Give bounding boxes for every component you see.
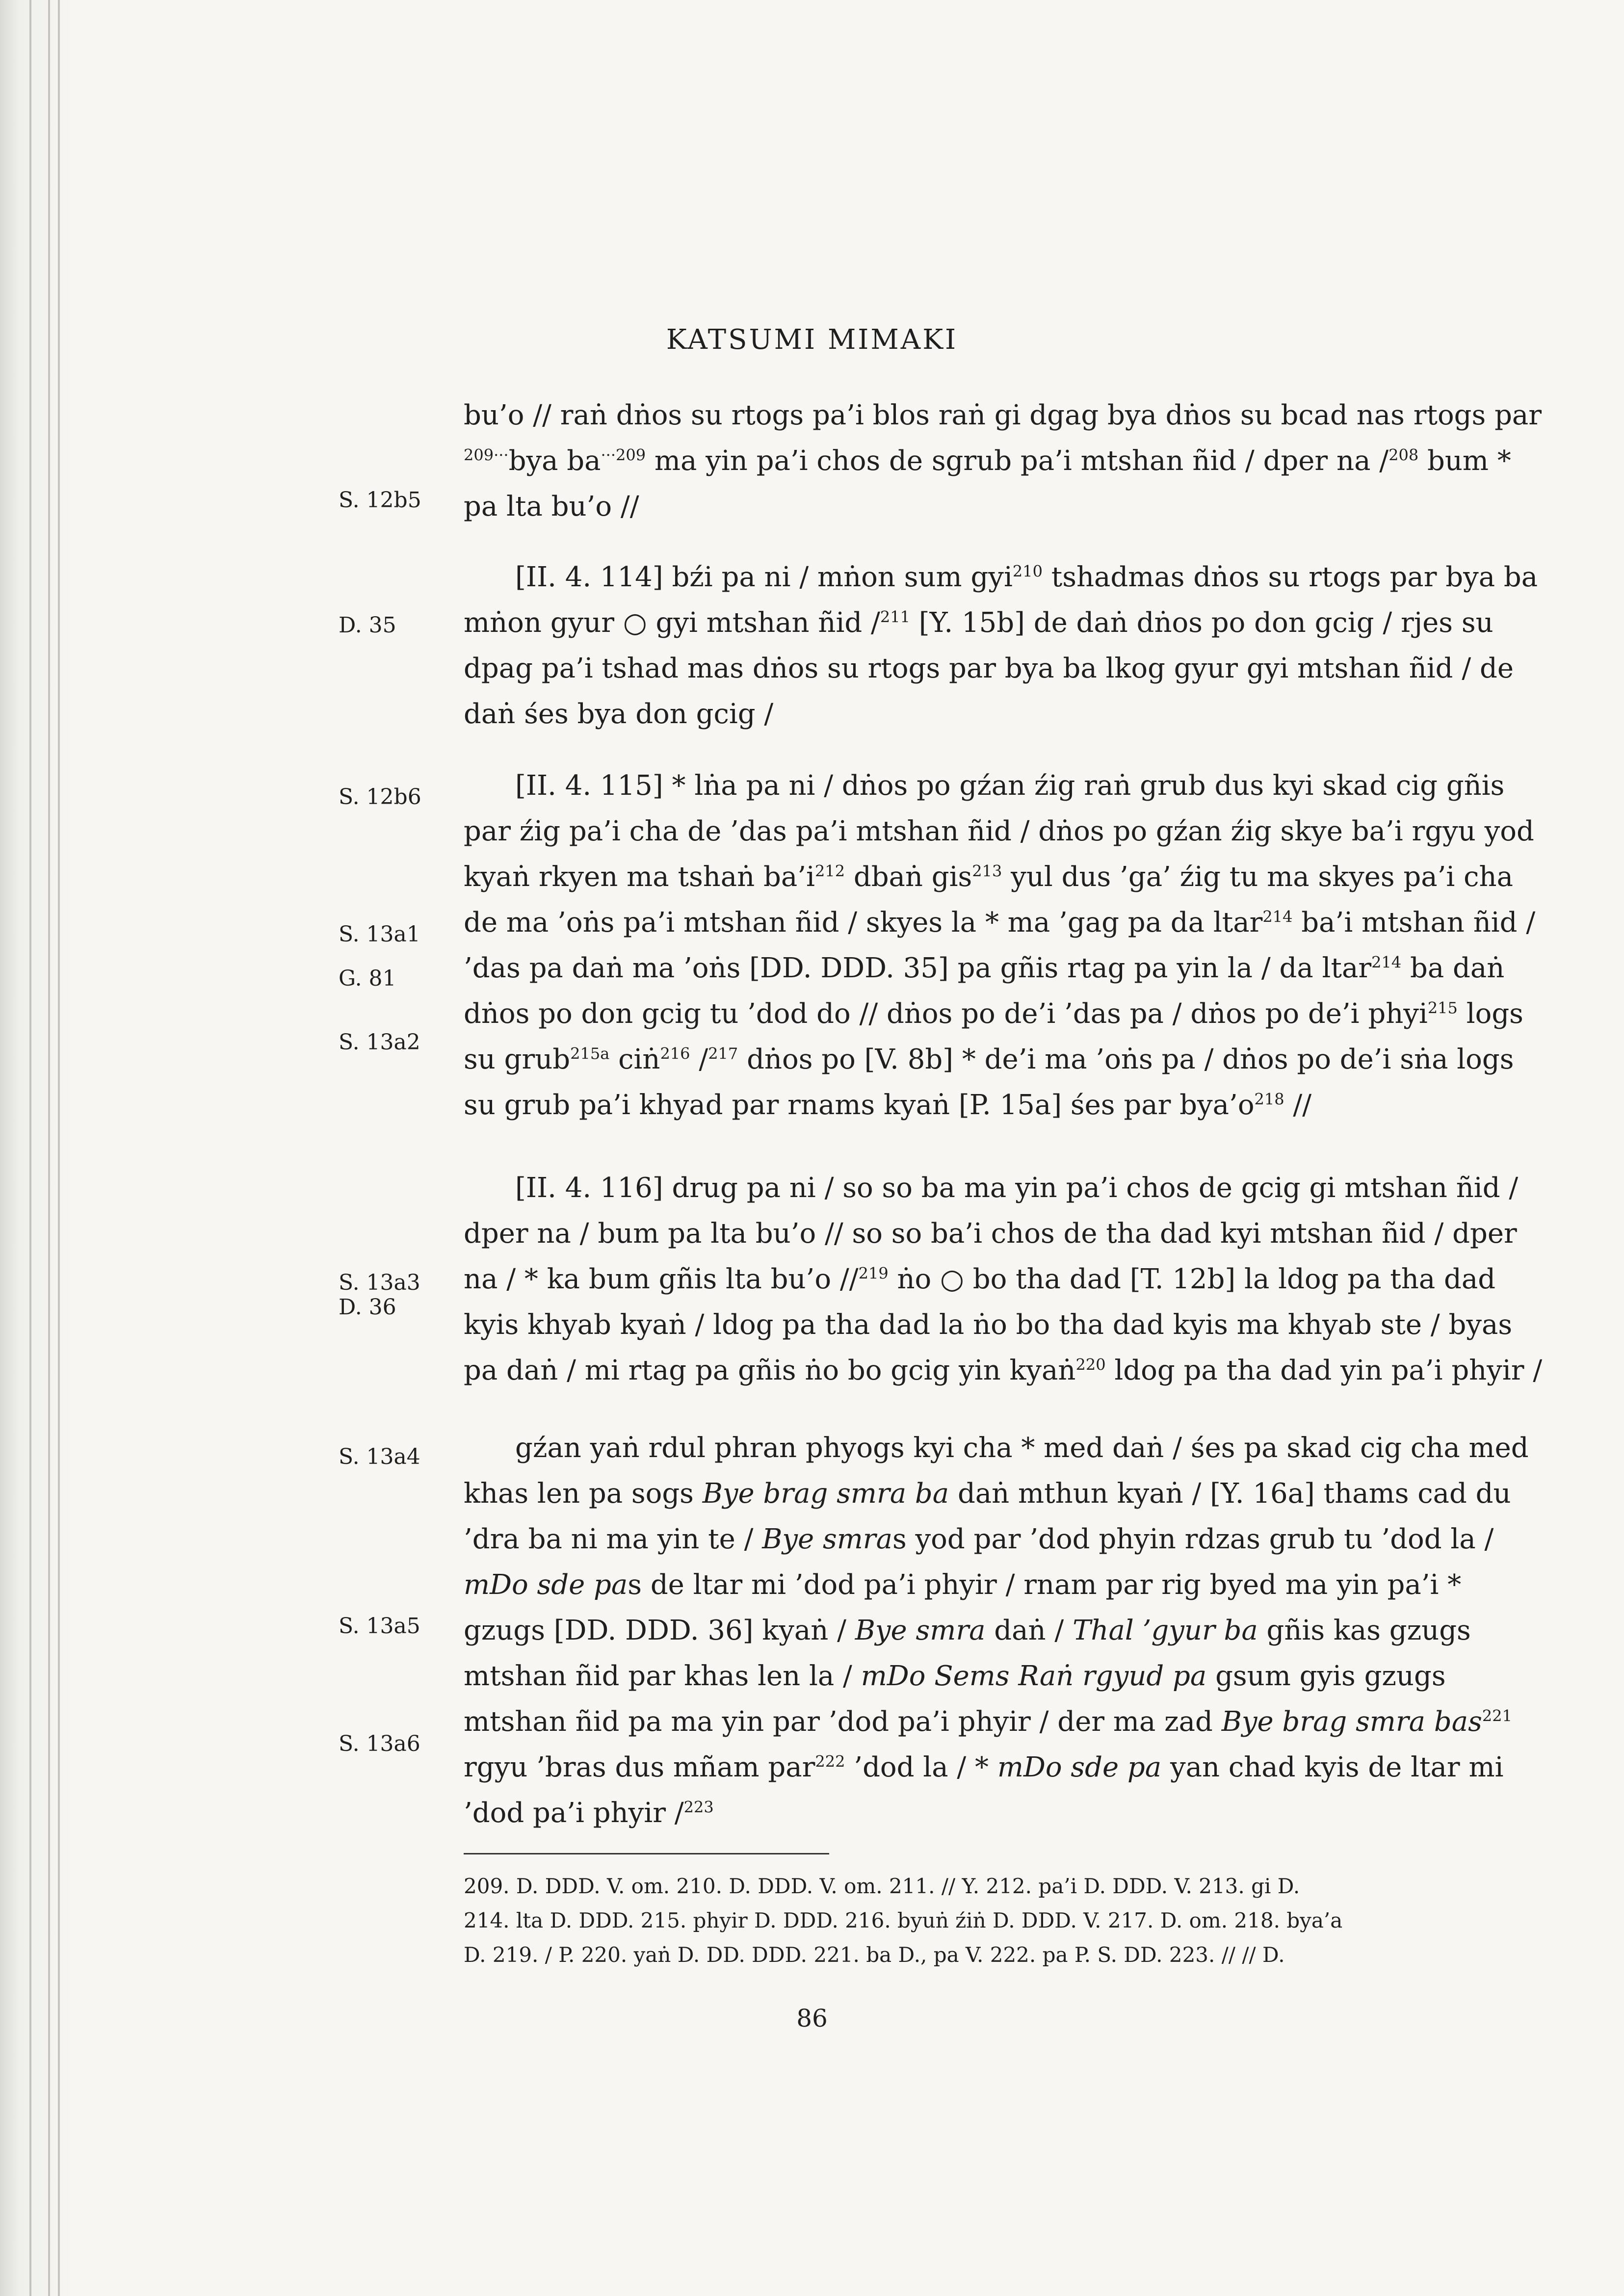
paragraph-II-4-116: [II. 4. 116] drug pa ni / so so ba ma yin pa’i chos de gcig gi mtshan ñid / dper na / bum pa lta bu’o // so so ba’i chos de tha dad kyi mtshan ñid / dper na / * ka bum gñis lta bu’o //$^{219}$ ṅo ○ bo tha dad [T. 12b] la ldog pa tha dad kyis khyab kyaṅ / ldog pa tha dad la ṅo bo tha dad kyis ma khyab ste / byas pa daṅ / mi rtag pa gñis ṅo bo gcig yin kyaṅ$^{220}$ ldog pa tha dad yin pa’i phyir / (464, 1172, 1543, 1386)
margin-ref: S. 13a3 (339, 1270, 420, 1295)
paragraph-II-4-114: [II. 4. 114] bźi pa ni / mṅon sum gyi$^{210}$ tshadmas dṅos su rtogs par bya ba mṅon gyur ○ gyi mtshan ñid /$^{211}$ [Y. 15b] de daṅ dṅos po don gcig / rjes su dpag pa’i tshad mas dṅos su rtogs par bya ba lkog gyur gyi mtshan ñid / de daṅ śes bya don gcig / (464, 561, 1538, 730)
running-header: KATSUMI MIMAKI (666, 324, 958, 356)
paragraph-II-4-115: [II. 4. 115] * lṅa pa ni / dṅos po gźan źig raṅ grub dus kyi skad cig gñis par źig pa’i cha de ’das pa’i mtshan ñid / dṅos po gźan źig skye ba’i rgyu yod kyaṅ rkyen ma tshaṅ $ba’i^{212}$ dbaṅ gis$^{213}$ yul dus ’ga’ źig tu ma skyes pa’i cha de ma ’oṅs pa’i mtshan ñid / skyes la * ma ’gag pa da ltar$^{214}$ ba’i mtshan ñid / ’das pa daṅ ma ’oṅs [DD. DDD. 35] pa gñis rtag pa yin la / da ltar$^{214}$ ba daṅ dṅos po don gcig tu ’dod do // dṅos po de’i ’das pa / dṅos po de’i phyi$^{215}$ logs su grub$^{215a}$ ciṅ$^{216}$ /$^{217}$ dṅos po [V. 8b] * de’i ma ’oṅs pa / dṅos po de’i sṅa logs su grub pa’i khyad par rnams kyaṅ [P. 15a] śes par $bya’o^{218}$ // (464, 770, 1536, 1121)
margin-ref: S. 13a4 (339, 1444, 420, 1469)
margin-ref: S. 13a5 (339, 1614, 420, 1639)
margin-ref: S. 12b5 (339, 488, 421, 513)
margin-ref: D. 36 (339, 1295, 396, 1320)
margin-ref: G. 81 (339, 966, 396, 991)
page-number: 86 (796, 2004, 828, 2033)
footnote-rule (464, 1853, 829, 1854)
margin-ref: S. 13a6 (339, 1731, 420, 1756)
margin-ref: S. 13a1 (339, 922, 420, 947)
footnote-line: D. 219. / P. 220. yaṅ D. DD. DDD. 221. ba D., pa V. 222. pa P. S. DD. 223. // // D. (464, 1943, 1285, 1967)
footnote-line: 214. lta D. DDD. 215. phyir D. DDD. 216. byuṅ źiṅ D. DDD. V. 217. D. om. 218. bya’a (464, 1908, 1343, 1932)
margin-ref: D. 35 (339, 613, 396, 638)
paragraph-gzan-yan: gźan yaṅ rdul phran phyogs kyi cha * med daṅ / śes pa skad cig cha med khas len pa sogs Bye brag smra ba daṅ mthun kyaṅ / [Y. 16a] thams cad du ’dra ba ni ma yin te / Bye smras yod par ’dod phyin rdzas grub tu ’dod la / mDo sde pas de ltar mi ’dod pa’i phyir / rnam par rig byed ma yin pa’i * gzugs [DD. DDD. 36] kyaṅ / Bye smra daṅ / Thal ’gyur ba gñis kas gzugs mtshan ñid par khas len la / mDo Sems Raṅ rgyud pa gsum gyis gzugs mtshan ñid pa ma yin par ’dod pa’i phyir / der ma zad Bye brag smra bas$^{221}$ rgyu ’bras dus mñam par$^{222}$ ’dod la / * mDo sde pa yan chad kyis de ltar mi ’dod pa’i phyir /$^{223}$ (464, 1432, 1529, 1829)
paragraph-continuation: bu’o // raṅ dṅos su rtogs pa’i blos raṅ gi dgag bya dṅos su bcad nas rtogs par $^{209\cdot\cdot\cdot}$bya $ba^{\cdot\cdot\cdot 209}$ ma yin pa’i chos de sgrub pa’i mtshan ñid / dper na /$^{208}$ bum * pa lta bu’o // (464, 399, 1542, 522)
margin-ref: S. 13a2 (339, 1030, 420, 1055)
footnotes (464, 1869, 1550, 1972)
margin-ref: S. 12b6 (339, 784, 421, 809)
footnote-line: 209. D. DDD. V. om. 210. D. DDD. V. om. 211. // Y. 212. pa’i D. DDD. V. 213. gi D. (464, 1874, 1300, 1898)
